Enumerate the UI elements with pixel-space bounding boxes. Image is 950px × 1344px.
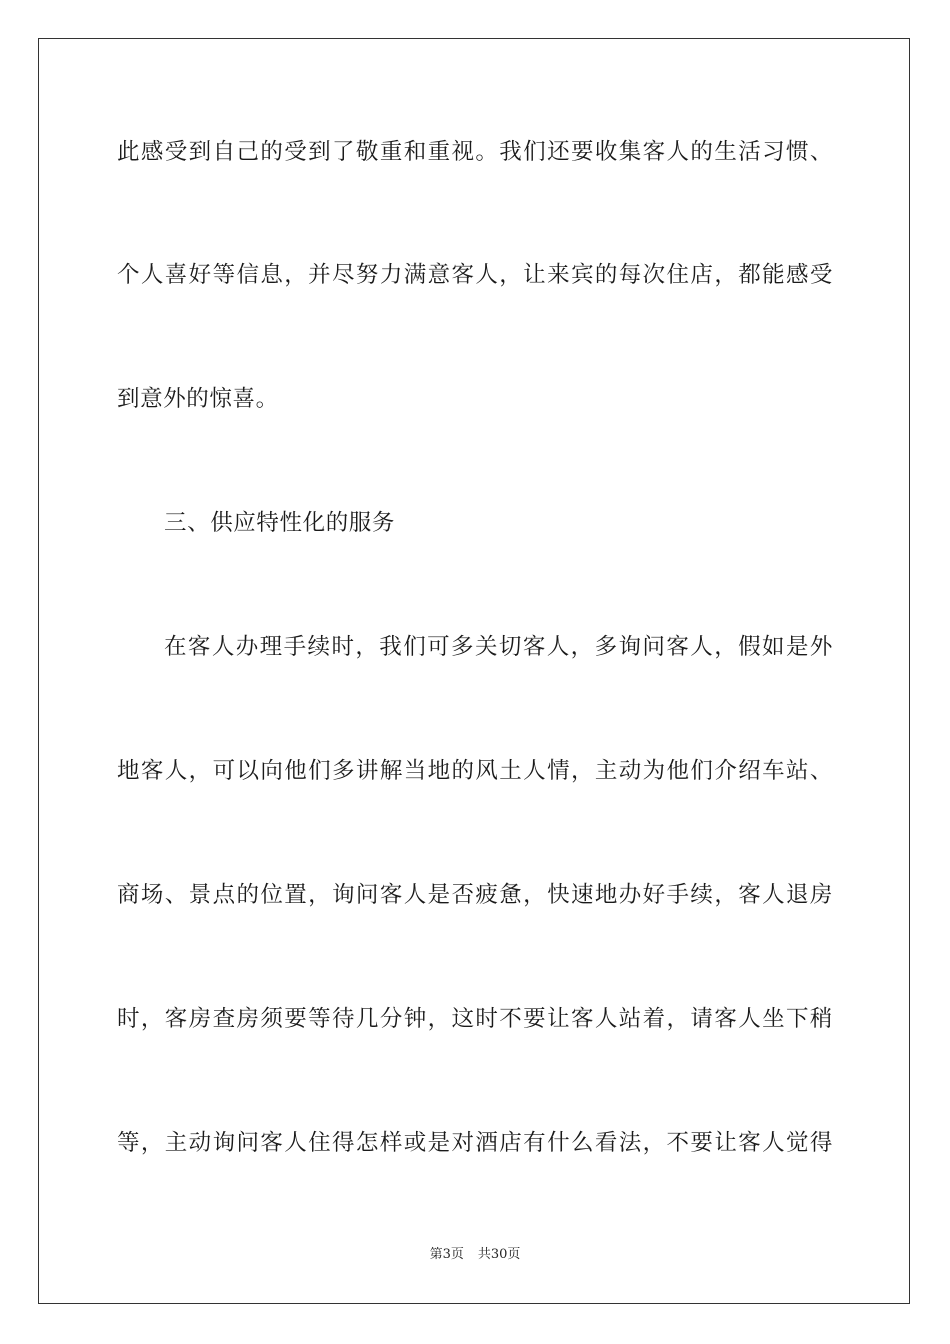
- page-number: 第3页: [429, 1247, 464, 1262]
- body-line-8: 时，客房查房须要等待几分钟，这时不要让客人站着，请客人坐下稍: [117, 1006, 833, 1032]
- page-total: 共30页: [477, 1247, 521, 1262]
- body-line-1: 此感受到自己的受到了敬重和重视。我们还要收集客人的生活习惯、: [117, 139, 833, 165]
- body-line-6: 地客人，可以向他们多讲解当地的风土人情，主动为他们介绍车站、: [117, 758, 833, 784]
- body-line-3: 到意外的惊喜。: [117, 386, 279, 412]
- body-line-5: 在客人办理手续时，我们可多关切客人，多询问客人，假如是外: [164, 634, 833, 660]
- page-border: [38, 38, 910, 1304]
- body-line-7: 商场、景点的位置，询问客人是否疲惫，快速地办好手续，客人退房: [117, 882, 833, 908]
- section-heading: 三、供应特性化的服务: [164, 510, 396, 536]
- body-line-2: 个人喜好等信息，并尽努力满意客人，让来宾的每次住店，都能感受: [117, 262, 833, 288]
- body-line-9: 等，主动询问客人住得怎样或是对酒店有什么看法，不要让客人觉得: [117, 1130, 833, 1156]
- page-footer: [0, 1246, 950, 1264]
